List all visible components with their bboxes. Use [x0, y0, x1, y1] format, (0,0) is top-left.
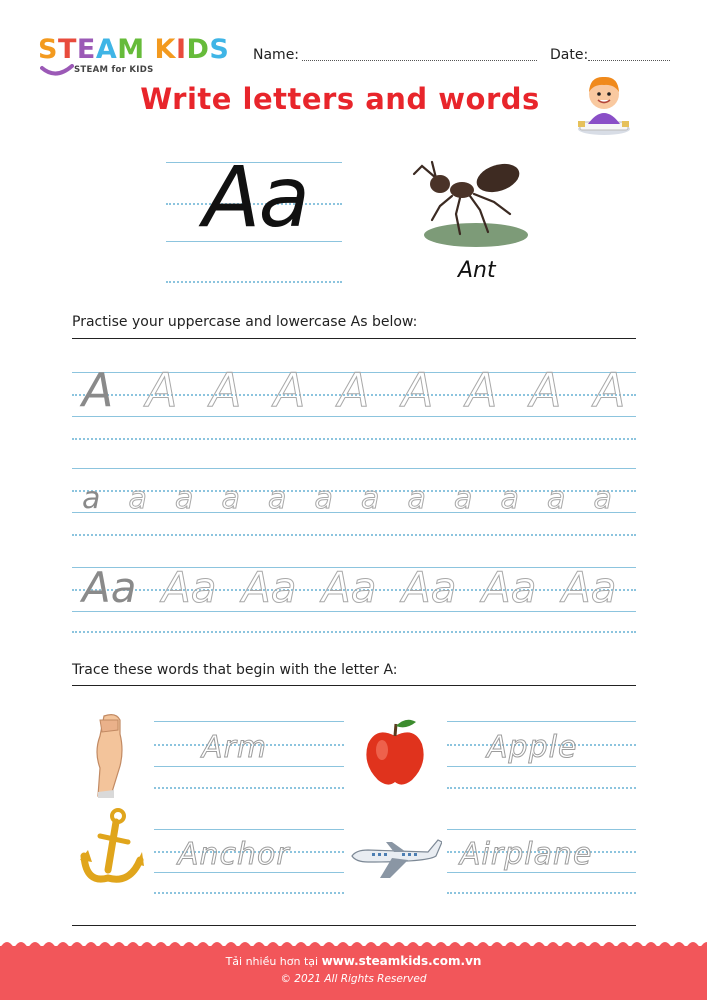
trace-letter: Aa: [322, 563, 377, 612]
trace-letter: a: [221, 481, 240, 516]
logo-letter: S: [209, 34, 230, 65]
anchor-icon: [78, 806, 144, 892]
trace-letter: Aa: [162, 563, 217, 612]
logo-letter: A: [95, 34, 118, 65]
airplane-icon: [348, 834, 442, 880]
logo-letter: I: [175, 34, 187, 65]
logo-letter: K: [154, 34, 176, 65]
trace-letter: a: [175, 481, 194, 516]
trace-letter: A: [210, 363, 242, 417]
logo-letter: T: [57, 34, 77, 65]
word4-top-line: [447, 829, 636, 830]
logo-swoosh-icon: [40, 64, 74, 78]
model-letter: A: [82, 363, 114, 417]
row1-bottom-line: [72, 438, 636, 440]
name-field[interactable]: [302, 60, 537, 61]
trace-letter: a: [361, 481, 380, 516]
model-letter: Aa: [82, 563, 137, 612]
trace-letter: A: [402, 363, 434, 417]
word3-bottom-line: [154, 892, 344, 894]
trace-letter: A: [466, 363, 498, 417]
date-label: Date:: [550, 47, 589, 63]
logo-tagline: STEAM for KIDS: [74, 65, 154, 75]
logo-letter: D: [186, 34, 210, 65]
uppercase-practice-row: [82, 363, 636, 423]
picture-word: Ant: [458, 258, 496, 283]
trace-word-airplane: Airplane: [460, 837, 593, 872]
trace-letter: A: [530, 363, 562, 417]
trace-letter: a: [593, 481, 612, 516]
word2-top-line: [447, 721, 636, 722]
word1-top-line: [154, 721, 344, 722]
trace-letter: a: [547, 481, 566, 516]
apple-icon: [360, 716, 430, 788]
footer-site-link[interactable]: www.steamkids.com.vn: [321, 954, 482, 968]
word2-base-line: [447, 766, 636, 767]
trace-letter: A: [274, 363, 306, 417]
row3-bottom-line: [72, 631, 636, 633]
logo-letter: S: [38, 34, 58, 65]
word4-bottom-line: [447, 892, 636, 894]
trace-letter: a: [500, 481, 519, 516]
model-letter: a: [82, 481, 101, 516]
trace-letter: Aa: [562, 563, 617, 612]
word2-bottom-line: [447, 787, 636, 789]
section-divider: [72, 685, 636, 686]
word1-bottom-line: [154, 787, 344, 789]
logo-wordmark: [38, 36, 238, 64]
trace-letter: A: [146, 363, 178, 417]
footer-prefix: Tải nhiều hơn tại: [225, 955, 319, 968]
page-title: Write letters and words: [140, 82, 540, 116]
name-label: Name:: [253, 47, 300, 63]
trace-letter: a: [407, 481, 426, 516]
bottom-divider: [72, 925, 636, 926]
trace-letter: a: [268, 481, 287, 516]
trace-letter: A: [594, 363, 626, 417]
letter-display: Aa: [203, 148, 308, 246]
boy-writing-icon: [570, 66, 638, 138]
row2-top-line: [72, 468, 636, 469]
date-field[interactable]: [588, 60, 670, 61]
trace-letter: Aa: [482, 563, 537, 612]
trace-word-apple: Apple: [487, 730, 578, 765]
logo-letter: M: [117, 34, 145, 65]
logo-letter: [145, 36, 155, 64]
practice-instruction: Practise your uppercase and lowercase As below:: [72, 314, 418, 330]
footer-link-line: [0, 954, 707, 968]
guide-bottom-line: [166, 281, 342, 283]
trace-letter: Aa: [242, 563, 297, 612]
pair-practice-row: [82, 563, 636, 619]
words-instruction: Trace these words that begin with the letter A:: [72, 662, 398, 678]
word4-base-line: [447, 872, 636, 873]
trace-word-anchor: Anchor: [178, 837, 290, 872]
trace-letter: a: [128, 481, 147, 516]
logo-letter: E: [76, 34, 96, 65]
ant-icon: [410, 148, 530, 250]
trace-letter: A: [338, 363, 370, 417]
trace-letter: Aa: [402, 563, 457, 612]
word1-base-line: [154, 766, 344, 767]
lowercase-practice-row: [82, 481, 636, 521]
trace-letter: a: [454, 481, 473, 516]
trace-letter: a: [314, 481, 333, 516]
row2-bottom-line: [72, 534, 636, 536]
word3-base-line: [154, 872, 344, 873]
word3-top-line: [154, 829, 344, 830]
arm-icon: [90, 712, 134, 798]
section-divider: [72, 338, 636, 339]
steam-kids-logo: [38, 36, 238, 80]
footer-copyright: © 2021 All Rights Reserved: [280, 973, 427, 985]
trace-word-arm: Arm: [202, 730, 268, 765]
footer: [0, 946, 707, 1000]
